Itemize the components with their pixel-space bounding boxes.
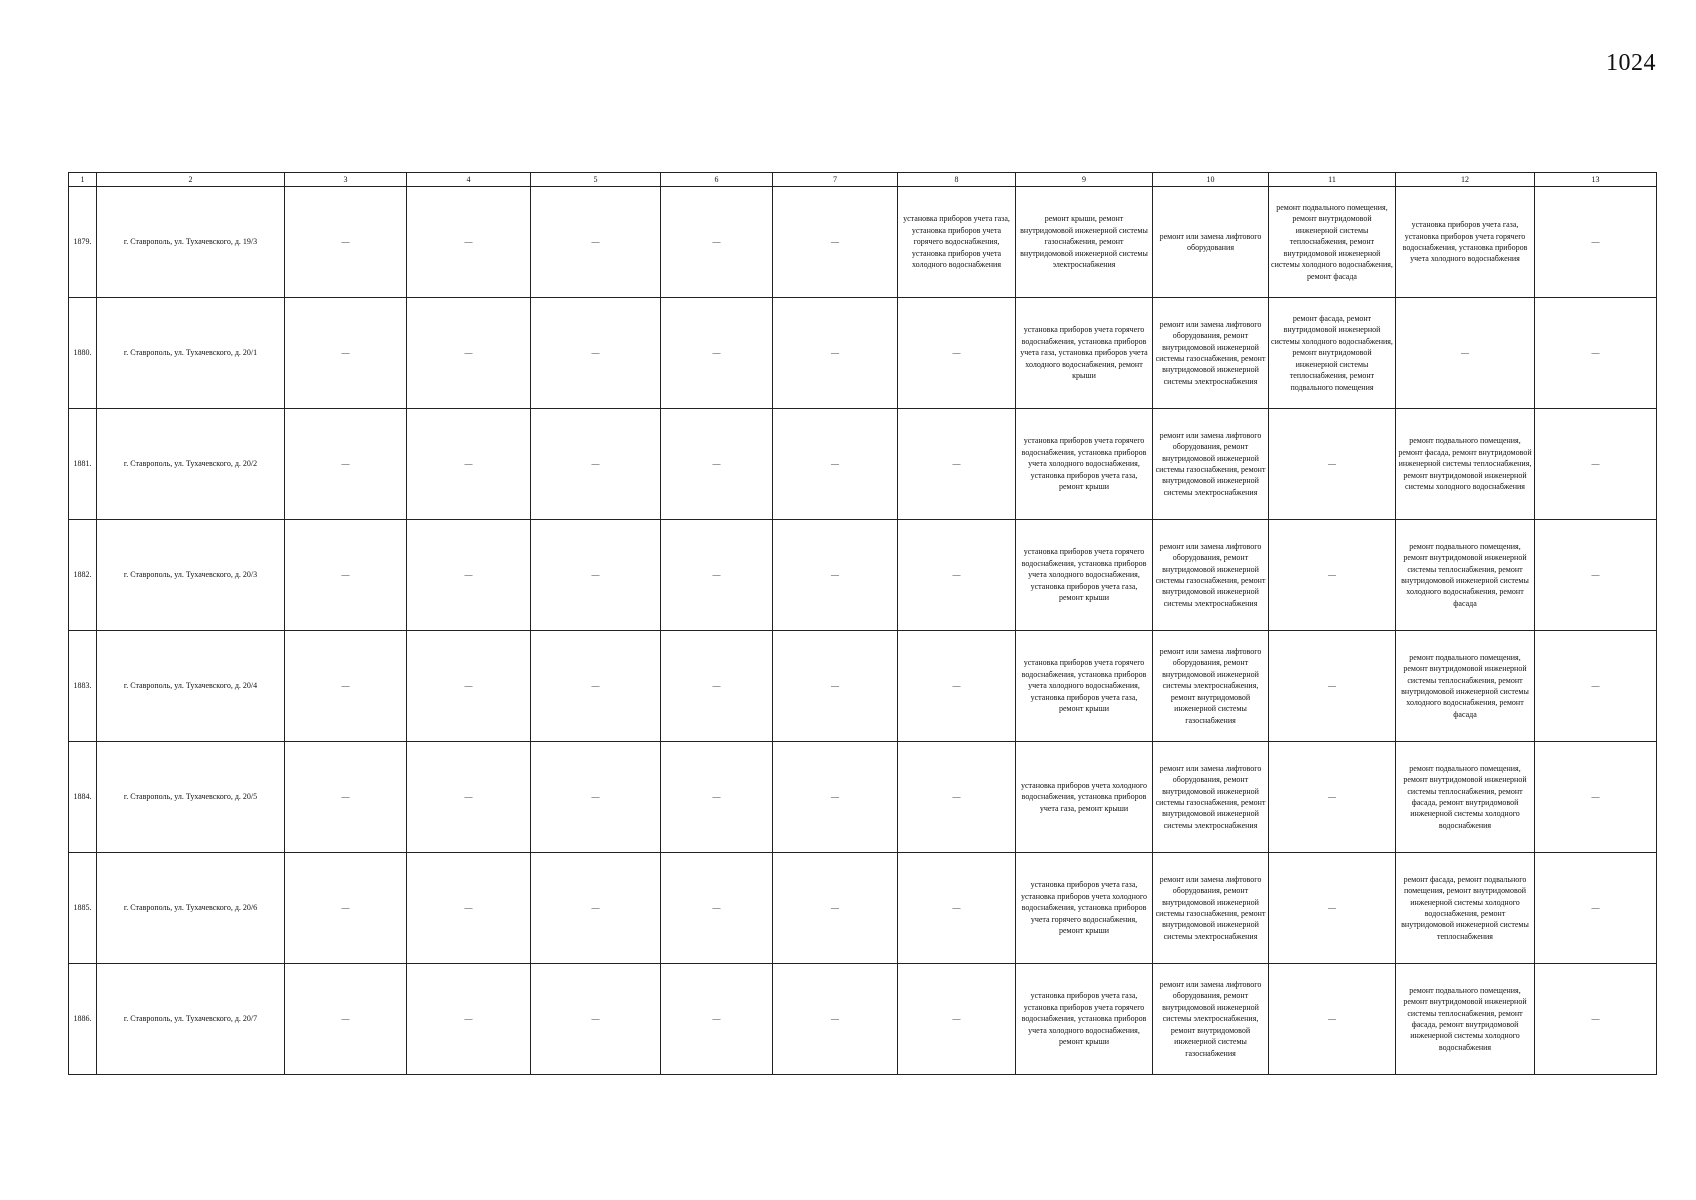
work-description-cell: ремонт подвального помещения, ремонт внутридомовой инженерной системы теплоснабжения, ремонт фасада, ремонт внутридомовой инженерной системы холодного водоснабжения xyxy=(1396,964,1535,1075)
empty-dash-cell: — xyxy=(1535,409,1657,520)
empty-dash-cell: — xyxy=(285,520,407,631)
empty-dash-cell: — xyxy=(407,631,531,742)
empty-dash-cell: — xyxy=(285,409,407,520)
empty-dash-cell: — xyxy=(407,853,531,964)
empty-dash-cell: — xyxy=(531,742,661,853)
column-header-4: 4 xyxy=(407,173,531,187)
empty-dash-cell: — xyxy=(1535,298,1657,409)
empty-dash-cell: — xyxy=(285,964,407,1075)
column-header-11: 11 xyxy=(1269,173,1396,187)
row-number: 1886. xyxy=(69,964,97,1075)
work-description-cell: ремонт или замена лифтового оборудования, ремонт внутридомовой инженерной системы газоснабжения, ремонт внутридомовой инженерной системы электроснабжения xyxy=(1153,409,1269,520)
work-description-cell: установка приборов учета газа, установка приборов учета холодного водоснабжения, установка приборов учета горячего водоснабжения, ремонт крыши xyxy=(1016,853,1153,964)
empty-dash-cell: — xyxy=(773,298,898,409)
empty-dash-cell: — xyxy=(531,964,661,1075)
empty-dash-cell: — xyxy=(661,964,773,1075)
work-description-cell: ремонт подвального помещения, ремонт внутридомовой инженерной системы теплоснабжения, ремонт внутридомовой инженерной системы холодного водоснабжения, ремонт фасада xyxy=(1269,187,1396,298)
work-description-cell: ремонт подвального помещения, ремонт внутридомовой инженерной системы теплоснабжения, ремонт внутридомовой инженерной системы холодного водоснабжения, ремонт фасада xyxy=(1396,520,1535,631)
work-description-cell: ремонт подвального помещения, ремонт фасада, ремонт внутридомовой инженерной системы теплоснабжения, ремонт внутридомовой инженерной системы холодного водоснабжения xyxy=(1396,409,1535,520)
row-number: 1884. xyxy=(69,742,97,853)
empty-dash-cell: — xyxy=(1269,409,1396,520)
column-header-12: 12 xyxy=(1396,173,1535,187)
address-cell: г. Ставрополь, ул. Тухачевского, д. 20/7 xyxy=(97,964,285,1075)
row-number: 1883. xyxy=(69,631,97,742)
empty-dash-cell: — xyxy=(898,298,1016,409)
work-description-cell: установка приборов учета газа, установка приборов учета горячего водоснабжения, установка приборов учета холодного водоснабжения, ремонт крыши xyxy=(1016,964,1153,1075)
row-number: 1880. xyxy=(69,298,97,409)
table-body xyxy=(69,187,1657,1075)
empty-dash-cell: — xyxy=(1535,964,1657,1075)
row-number: 1881. xyxy=(69,409,97,520)
table-row xyxy=(69,853,1657,964)
empty-dash-cell: — xyxy=(1396,298,1535,409)
empty-dash-cell: — xyxy=(285,742,407,853)
column-header-3: 3 xyxy=(285,173,407,187)
column-header-9: 9 xyxy=(1016,173,1153,187)
empty-dash-cell: — xyxy=(898,964,1016,1075)
work-description-cell: ремонт крыши, ремонт внутридомовой инженерной системы газоснабжения, ремонт внутридомовой инженерной системы электроснабжения xyxy=(1016,187,1153,298)
empty-dash-cell: — xyxy=(661,853,773,964)
empty-dash-cell: — xyxy=(1535,853,1657,964)
work-description-cell: ремонт фасада, ремонт внутридомовой инженерной системы холодного водоснабжения, ремонт внутридомовой инженерной системы теплоснабжения, ремонт подвального помещения xyxy=(1269,298,1396,409)
empty-dash-cell: — xyxy=(661,520,773,631)
work-description-cell: установка приборов учета горячего водоснабжения, установка приборов учета газа, установка приборов учета холодного водоснабжения, ремонт крыши xyxy=(1016,298,1153,409)
empty-dash-cell: — xyxy=(773,631,898,742)
empty-dash-cell: — xyxy=(285,631,407,742)
empty-dash-cell: — xyxy=(661,187,773,298)
empty-dash-cell: — xyxy=(1535,520,1657,631)
column-header-13: 13 xyxy=(1535,173,1657,187)
row-number: 1882. xyxy=(69,520,97,631)
work-description-cell: установка приборов учета горячего водоснабжения, установка приборов учета холодного водоснабжения, установка приборов учета газа, ремонт крыши xyxy=(1016,520,1153,631)
work-description-cell: установка приборов учета холодного водоснабжения, установка приборов учета газа, ремонт крыши xyxy=(1016,742,1153,853)
work-description-cell: ремонт или замена лифтового оборудования, ремонт внутридомовой инженерной системы газоснабжения, ремонт внутридомовой инженерной системы электроснабжения xyxy=(1153,853,1269,964)
empty-dash-cell: — xyxy=(1535,187,1657,298)
column-header-2: 2 xyxy=(97,173,285,187)
empty-dash-cell: — xyxy=(285,187,407,298)
work-description-cell: установка приборов учета горячего водоснабжения, установка приборов учета холодного водоснабжения, установка приборов учета газа, ремонт крыши xyxy=(1016,631,1153,742)
empty-dash-cell: — xyxy=(1269,742,1396,853)
empty-dash-cell: — xyxy=(1269,520,1396,631)
empty-dash-cell: — xyxy=(661,742,773,853)
empty-dash-cell: — xyxy=(407,520,531,631)
work-description-cell: установка приборов учета горячего водоснабжения, установка приборов учета холодного водоснабжения, установка приборов учета газа, ремонт крыши xyxy=(1016,409,1153,520)
work-description-cell: установка приборов учета газа, установка приборов учета горячего водоснабжения, установка приборов учета холодного водоснабжения xyxy=(1396,187,1535,298)
column-header-8: 8 xyxy=(898,173,1016,187)
empty-dash-cell: — xyxy=(773,409,898,520)
empty-dash-cell: — xyxy=(773,187,898,298)
table-row xyxy=(69,742,1657,853)
page-number: 1024 xyxy=(1606,50,1656,76)
work-description-cell: установка приборов учета газа, установка приборов учета горячего водоснабжения, установка приборов учета холодного водоснабжения xyxy=(898,187,1016,298)
table-row xyxy=(69,520,1657,631)
empty-dash-cell: — xyxy=(531,631,661,742)
column-header-1: 1 xyxy=(69,173,97,187)
address-cell: г. Ставрополь, ул. Тухачевского, д. 20/6 xyxy=(97,853,285,964)
column-header-6: 6 xyxy=(661,173,773,187)
address-cell: г. Ставрополь, ул. Тухачевского, д. 20/5 xyxy=(97,742,285,853)
address-cell: г. Ставрополь, ул. Тухачевского, д. 20/1 xyxy=(97,298,285,409)
address-cell: г. Ставрополь, ул. Тухачевского, д. 20/2 xyxy=(97,409,285,520)
empty-dash-cell: — xyxy=(407,409,531,520)
empty-dash-cell: — xyxy=(773,964,898,1075)
table-row xyxy=(69,298,1657,409)
empty-dash-cell: — xyxy=(531,853,661,964)
empty-dash-cell: — xyxy=(1269,853,1396,964)
empty-dash-cell: — xyxy=(773,853,898,964)
empty-dash-cell: — xyxy=(407,742,531,853)
table-row xyxy=(69,964,1657,1075)
table-row xyxy=(69,409,1657,520)
work-description-cell: ремонт фасада, ремонт подвального помещения, ремонт внутридомовой инженерной системы холодного водоснабжения, ремонт внутридомовой инженерной системы теплоснабжения xyxy=(1396,853,1535,964)
empty-dash-cell: — xyxy=(407,187,531,298)
empty-dash-cell: — xyxy=(1535,742,1657,853)
empty-dash-cell: — xyxy=(407,298,531,409)
address-cell: г. Ставрополь, ул. Тухачевского, д. 19/3 xyxy=(97,187,285,298)
empty-dash-cell: — xyxy=(773,742,898,853)
empty-dash-cell: — xyxy=(531,520,661,631)
work-description-cell: ремонт подвального помещения, ремонт внутридомовой инженерной системы теплоснабжения, ремонт внутридомовой инженерной системы холодного водоснабжения, ремонт фасада xyxy=(1396,631,1535,742)
empty-dash-cell: — xyxy=(407,964,531,1075)
empty-dash-cell: — xyxy=(285,853,407,964)
column-header-7: 7 xyxy=(773,173,898,187)
address-cell: г. Ставрополь, ул. Тухачевского, д. 20/3 xyxy=(97,520,285,631)
address-cell: г. Ставрополь, ул. Тухачевского, д. 20/4 xyxy=(97,631,285,742)
empty-dash-cell: — xyxy=(898,853,1016,964)
work-description-cell: ремонт или замена лифтового оборудования, ремонт внутридомовой инженерной системы электроснабжения, ремонт внутридомовой инженерной системы газоснабжения xyxy=(1153,964,1269,1075)
empty-dash-cell: — xyxy=(898,631,1016,742)
column-number-row xyxy=(69,173,1657,187)
work-description-cell: ремонт или замена лифтового оборудования, ремонт внутридомовой инженерной системы газоснабжения, ремонт внутридомовой инженерной системы электроснабжения xyxy=(1153,742,1269,853)
repair-schedule-table xyxy=(68,172,1657,1075)
empty-dash-cell: — xyxy=(773,520,898,631)
empty-dash-cell: — xyxy=(531,409,661,520)
empty-dash-cell: — xyxy=(898,520,1016,631)
empty-dash-cell: — xyxy=(661,409,773,520)
work-description-cell: ремонт или замена лифтового оборудования xyxy=(1153,187,1269,298)
empty-dash-cell: — xyxy=(661,298,773,409)
row-number: 1885. xyxy=(69,853,97,964)
table-row xyxy=(69,631,1657,742)
empty-dash-cell: — xyxy=(285,298,407,409)
column-header-5: 5 xyxy=(531,173,661,187)
empty-dash-cell: — xyxy=(661,631,773,742)
table-row xyxy=(69,187,1657,298)
work-description-cell: ремонт или замена лифтового оборудования, ремонт внутридомовой инженерной системы электроснабжения, ремонт внутридомовой инженерной системы газоснабжения xyxy=(1153,631,1269,742)
empty-dash-cell: — xyxy=(1269,964,1396,1075)
empty-dash-cell: — xyxy=(898,742,1016,853)
empty-dash-cell: — xyxy=(1269,631,1396,742)
work-description-cell: ремонт или замена лифтового оборудования, ремонт внутридомовой инженерной системы газоснабжения, ремонт внутридомовой инженерной системы электроснабжения xyxy=(1153,298,1269,409)
empty-dash-cell: — xyxy=(1535,631,1657,742)
empty-dash-cell: — xyxy=(531,187,661,298)
row-number: 1879. xyxy=(69,187,97,298)
work-description-cell: ремонт или замена лифтового оборудования, ремонт внутридомовой инженерной системы газоснабжения, ремонт внутридомовой инженерной системы электроснабжения xyxy=(1153,520,1269,631)
column-header-10: 10 xyxy=(1153,173,1269,187)
empty-dash-cell: — xyxy=(898,409,1016,520)
empty-dash-cell: — xyxy=(531,298,661,409)
work-description-cell: ремонт подвального помещения, ремонт внутридомовой инженерной системы теплоснабжения, ремонт фасада, ремонт внутридомовой инженерной системы холодного водоснабжения xyxy=(1396,742,1535,853)
